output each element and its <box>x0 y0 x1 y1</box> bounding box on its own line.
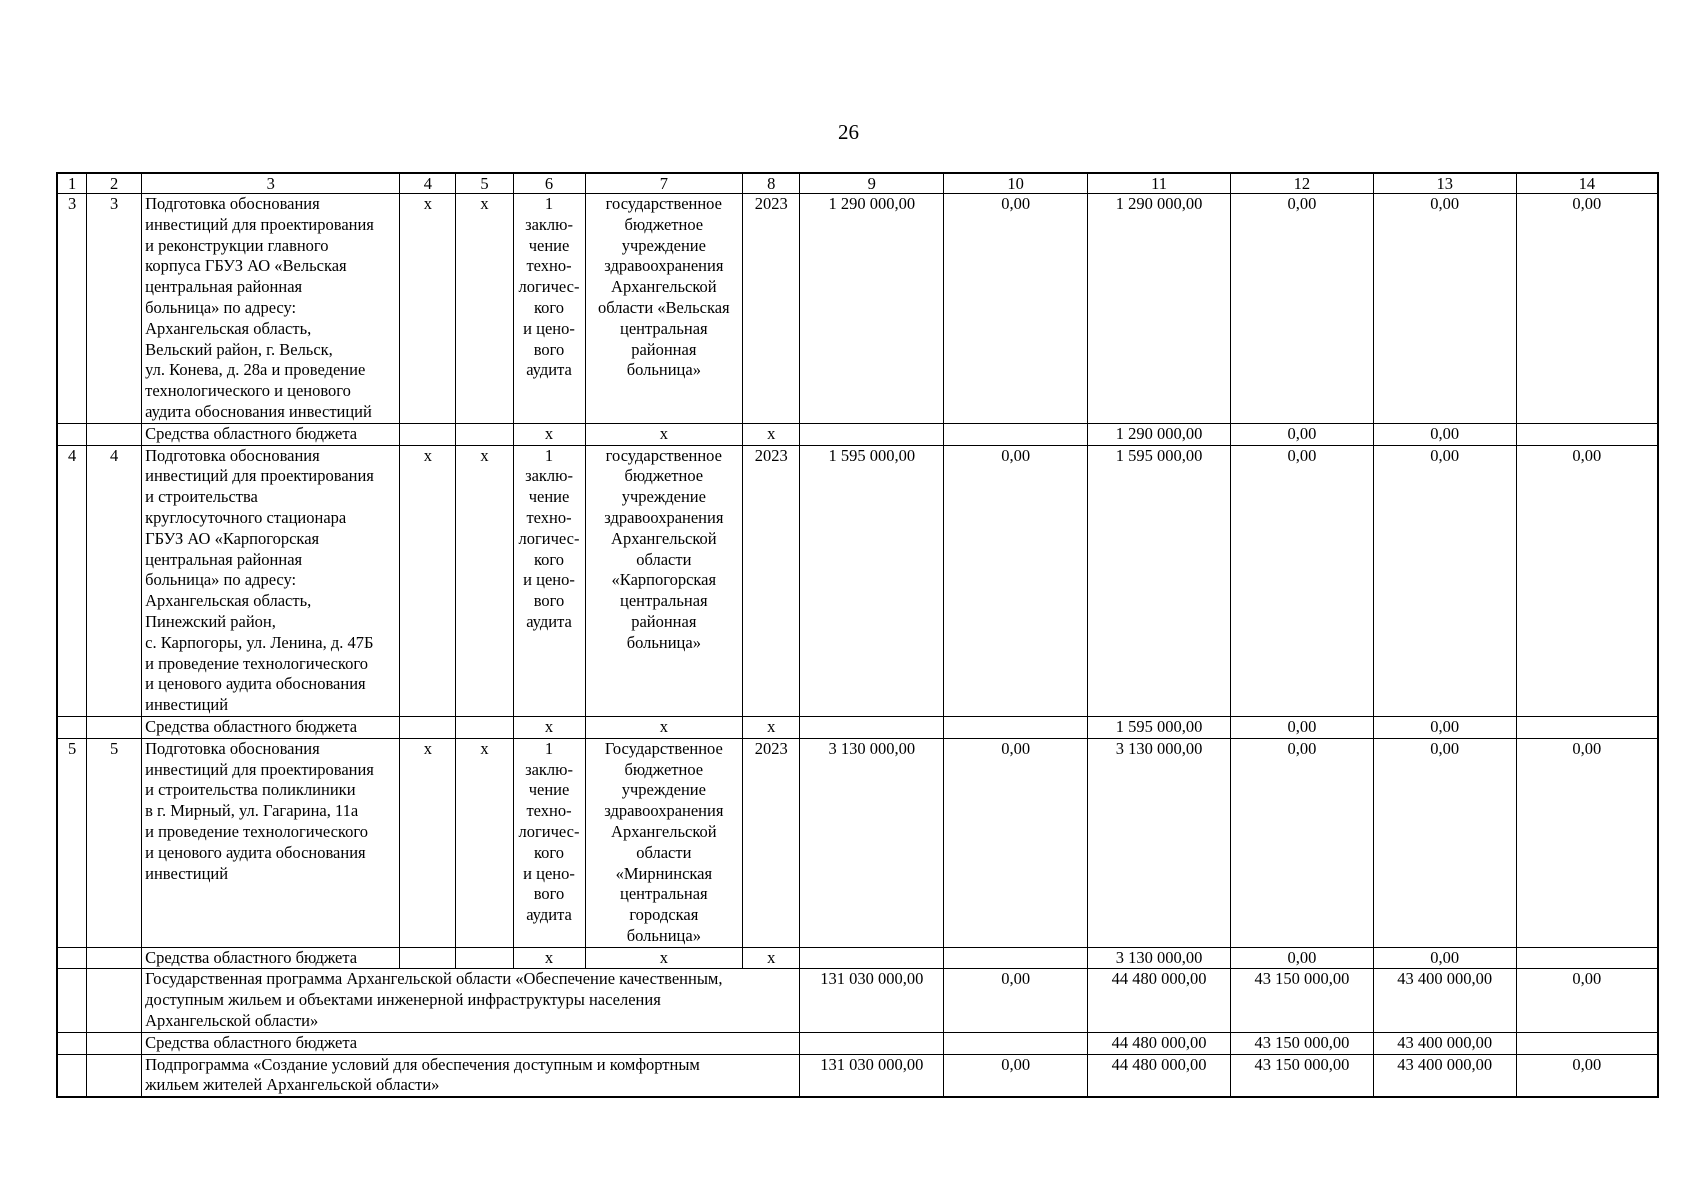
col-header-7: 7 <box>585 173 743 194</box>
empty-cell <box>944 423 1088 445</box>
col-header-2: 2 <box>87 173 142 194</box>
budget-label: Средства областного бюджета <box>142 716 400 738</box>
amount-c12: 0,00 <box>1230 738 1373 947</box>
empty-cell <box>87 1054 142 1097</box>
budget-row <box>57 947 1658 969</box>
cell-line: и строительства <box>145 487 258 507</box>
project-row <box>57 445 1658 716</box>
empty-cell <box>456 423 513 445</box>
cell-line: и проведение технологического <box>145 653 368 673</box>
cell-line: аудита <box>526 905 572 925</box>
cell-line: заклю- <box>525 759 573 779</box>
cell-line: государственное <box>605 445 722 465</box>
amount-c11: 3 130 000,00 <box>1088 738 1231 947</box>
program-amount-c9: 131 030 000,00 <box>800 969 944 1032</box>
cell-line: области «Вельская <box>598 297 730 317</box>
cell-line: и цено- <box>523 863 575 883</box>
budget-col-8: х <box>743 947 800 969</box>
cell-line: области <box>636 549 692 569</box>
row-number: 5 <box>57 738 87 947</box>
row-number: 3 <box>57 194 87 424</box>
cell-col-4: х <box>400 738 456 947</box>
cell-col-5: х <box>456 194 513 424</box>
cell-line: Пинежский район, <box>145 611 276 631</box>
col-header-5: 5 <box>456 173 513 194</box>
amount-c13: 0,00 <box>1373 445 1516 716</box>
subprogram-amount-c12: 43 150 000,00 <box>1230 1054 1373 1097</box>
program-budget-c13: 43 400 000,00 <box>1373 1032 1516 1054</box>
program-amount-c10: 0,00 <box>944 969 1088 1032</box>
empty-cell <box>57 716 87 738</box>
budget-col-8: х <box>743 716 800 738</box>
empty-cell <box>800 423 944 445</box>
amount-c10: 0,00 <box>944 194 1088 424</box>
cell-line: аудита обоснования инвестиций <box>145 401 372 421</box>
cell-line: больница» <box>626 925 701 945</box>
col-header-3: 3 <box>142 173 400 194</box>
cell-line: центральная <box>620 318 708 338</box>
cell-line: вого <box>533 339 565 359</box>
empty-cell <box>87 716 142 738</box>
budget-amount-c11: 3 130 000,00 <box>1088 947 1231 969</box>
empty-cell <box>1516 423 1658 445</box>
cell-line: Архангельской <box>611 821 717 841</box>
year-cell: 2023 <box>743 194 800 424</box>
empty-cell <box>57 969 87 1032</box>
cell-line: Государственное <box>604 738 723 758</box>
budget-amount-c11: 1 290 000,00 <box>1088 423 1231 445</box>
empty-cell <box>57 423 87 445</box>
program-amount-c13: 43 400 000,00 <box>1373 969 1516 1032</box>
cell-line: чение <box>528 235 570 255</box>
cell-line: вого <box>533 884 565 904</box>
col-header-12: 12 <box>1230 173 1373 194</box>
row-number: 4 <box>57 445 87 716</box>
cell-line: центральная <box>620 591 708 611</box>
empty-cell <box>57 1054 87 1097</box>
cell-line: чение <box>528 487 570 507</box>
program-amount-c12: 43 150 000,00 <box>1230 969 1373 1032</box>
amount-c12: 0,00 <box>1230 445 1373 716</box>
cell-line: техно- <box>526 507 572 527</box>
cell-line: здравоохранения <box>604 801 724 821</box>
cell-line: области <box>636 842 692 862</box>
col-header-10: 10 <box>944 173 1088 194</box>
cell-line: центральная <box>620 884 708 904</box>
empty-cell <box>944 1032 1088 1054</box>
customer-cell <box>585 738 743 947</box>
cell-line: и строительства поликлиники <box>145 780 356 800</box>
cell-line: Государственная программа Архангельской области «Обеспечение качественным, <box>145 969 723 989</box>
cell-col-4: х <box>400 445 456 716</box>
program-budget-c12: 43 150 000,00 <box>1230 1032 1373 1054</box>
customer-cell <box>585 194 743 424</box>
empty-cell <box>87 423 142 445</box>
item-number: 3 <box>87 194 142 424</box>
amount-c14: 0,00 <box>1516 738 1658 947</box>
cell-line: круглосуточного стационара <box>145 507 347 527</box>
year-cell: 2023 <box>743 738 800 947</box>
empty-cell <box>800 716 944 738</box>
table-body <box>57 173 1658 1097</box>
cell-line: 1 <box>544 738 554 758</box>
budget-col-7: х <box>585 716 743 738</box>
cell-line: учреждение <box>621 780 706 800</box>
budget-col-6: х <box>513 716 585 738</box>
cell-line: инвестиций <box>145 863 229 883</box>
cell-line: центральная районная <box>145 277 303 297</box>
cell-line: больница» <box>626 632 701 652</box>
cell-line: жильем жителей Архангельской области» <box>145 1075 440 1095</box>
cell-line: с. Карпогоры, ул. Ленина, д. 47Б <box>145 632 374 652</box>
cell-line: центральная районная <box>145 549 303 569</box>
cell-line: районная <box>631 611 697 631</box>
cell-line: «Карпогорская <box>611 570 717 590</box>
empty-cell <box>1516 947 1658 969</box>
cell-line: и ценового аудита обоснования <box>145 674 366 694</box>
budget-col-7: х <box>585 423 743 445</box>
budget-label: Средства областного бюджета <box>142 423 400 445</box>
program-title <box>142 969 800 1032</box>
empty-cell <box>944 947 1088 969</box>
budget-table <box>56 172 1659 1098</box>
cell-col-4: х <box>400 194 456 424</box>
cell-line: Архангельской <box>611 528 717 548</box>
amount-c9: 1 290 000,00 <box>800 194 944 424</box>
cell-line: инвестиций для проектирования <box>145 214 374 234</box>
result-cell <box>513 738 585 947</box>
program-row <box>57 969 1658 1032</box>
subprogram-amount-c10: 0,00 <box>944 1054 1088 1097</box>
page-number: 26 <box>838 120 859 144</box>
subprogram-amount-c11: 44 480 000,00 <box>1088 1054 1231 1097</box>
cell-line: здравоохранения <box>604 507 724 527</box>
cell-line: корпуса ГБУЗ АО «Вельская <box>145 256 347 276</box>
cell-line: вого <box>533 591 565 611</box>
cell-line: инвестиций для проектирования <box>145 759 374 779</box>
cell-line: в г. Мирный, ул. Гагарина, 11а <box>145 801 359 821</box>
budget-amount-c11: 1 595 000,00 <box>1088 716 1231 738</box>
empty-cell <box>87 969 142 1032</box>
empty-cell <box>400 423 456 445</box>
project-row <box>57 738 1658 947</box>
cell-line: бюджетное <box>624 214 704 234</box>
budget-label: Средства областного бюджета <box>142 947 400 969</box>
amount-c9: 1 595 000,00 <box>800 445 944 716</box>
result-cell <box>513 445 585 716</box>
cell-line: Подготовка обоснования <box>145 738 320 758</box>
empty-cell <box>57 1032 87 1054</box>
cell-line: техно- <box>526 801 572 821</box>
cell-line: инвестиций <box>145 695 229 715</box>
cell-line: больница» <box>626 360 701 380</box>
cell-line: районная <box>631 339 697 359</box>
amount-c11: 1 595 000,00 <box>1088 445 1231 716</box>
budget-amount-c13: 0,00 <box>1373 716 1516 738</box>
budget-col-6: х <box>513 947 585 969</box>
budget-row <box>57 716 1658 738</box>
cell-line: бюджетное <box>624 466 704 486</box>
year-cell: 2023 <box>743 445 800 716</box>
cell-line: Вельский район, г. Вельск, <box>145 339 333 359</box>
cell-line: заклю- <box>525 466 573 486</box>
program-amount-c14: 0,00 <box>1516 969 1658 1032</box>
cell-line: 1 <box>544 194 554 213</box>
empty-cell <box>87 947 142 969</box>
cell-col-5: х <box>456 738 513 947</box>
amount-c10: 0,00 <box>944 738 1088 947</box>
empty-cell <box>944 716 1088 738</box>
amount-c13: 0,00 <box>1373 738 1516 947</box>
col-header-13: 13 <box>1373 173 1516 194</box>
cell-line: заклю- <box>525 214 573 234</box>
budget-col-8: х <box>743 423 800 445</box>
cell-line: доступным жильем и объектами инженерной инфраструктуры населения <box>145 990 661 1010</box>
project-description <box>142 738 400 947</box>
subprogram-amount-c13: 43 400 000,00 <box>1373 1054 1516 1097</box>
item-number: 4 <box>87 445 142 716</box>
empty-cell <box>87 1032 142 1054</box>
cell-line: Подпрограмма «Создание условий для обеспечения доступным и комфортным <box>145 1054 700 1074</box>
cell-line: государственное <box>605 194 722 213</box>
cell-line: «Мирнинская <box>615 863 713 883</box>
empty-cell <box>400 716 456 738</box>
cell-line: технологического и ценового <box>145 381 351 401</box>
cell-line: Архангельской <box>611 277 717 297</box>
cell-line: больница» по адресу: <box>145 570 297 590</box>
cell-line: Архангельская область, <box>145 591 312 611</box>
col-header-1: 1 <box>57 173 87 194</box>
cell-line: техно- <box>526 256 572 276</box>
subprogram-amount-c14: 0,00 <box>1516 1054 1658 1097</box>
cell-line: чение <box>528 780 570 800</box>
empty-cell <box>400 947 456 969</box>
budget-amount-c12: 0,00 <box>1230 947 1373 969</box>
cell-line: логичес- <box>518 821 580 841</box>
cell-line: и ценового аудита обоснования <box>145 842 366 862</box>
program-budget-row <box>57 1032 1658 1054</box>
customer-cell <box>585 445 743 716</box>
cell-line: кого <box>534 549 565 569</box>
budget-col-6: х <box>513 423 585 445</box>
empty-cell <box>456 947 513 969</box>
cell-line: логичес- <box>518 277 580 297</box>
col-header-14: 14 <box>1516 173 1658 194</box>
amount-c12: 0,00 <box>1230 194 1373 424</box>
cell-line: Архангельской области» <box>145 1011 319 1031</box>
amount-c9: 3 130 000,00 <box>800 738 944 947</box>
cell-line: учреждение <box>621 487 706 507</box>
cell-line: кого <box>534 297 565 317</box>
program-amount-c11: 44 480 000,00 <box>1088 969 1231 1032</box>
project-row <box>57 194 1658 424</box>
cell-line: ГБУЗ АО «Карпогорская <box>145 528 320 548</box>
amount-c14: 0,00 <box>1516 445 1658 716</box>
col-header-9: 9 <box>800 173 944 194</box>
cell-line: ул. Конева, д. 28а и проведение <box>145 360 366 380</box>
project-description <box>142 194 400 424</box>
amount-c11: 1 290 000,00 <box>1088 194 1231 424</box>
cell-col-5: х <box>456 445 513 716</box>
cell-line: бюджетное <box>624 759 704 779</box>
cell-line: кого <box>534 842 565 862</box>
budget-amount-c13: 0,00 <box>1373 423 1516 445</box>
cell-line: и цено- <box>523 570 575 590</box>
cell-line: 1 <box>544 445 554 465</box>
cell-line: логичес- <box>518 528 580 548</box>
col-header-11: 11 <box>1088 173 1231 194</box>
program-budget-c11: 44 480 000,00 <box>1088 1032 1231 1054</box>
budget-amount-c13: 0,00 <box>1373 947 1516 969</box>
subprogram-amount-c9: 131 030 000,00 <box>800 1054 944 1097</box>
amount-c10: 0,00 <box>944 445 1088 716</box>
amount-c13: 0,00 <box>1373 194 1516 424</box>
cell-line: городская <box>629 905 699 925</box>
cell-line: и реконструкции главного <box>145 235 329 255</box>
cell-line: инвестиций для проектирования <box>145 466 374 486</box>
subprogram-row <box>57 1054 1658 1097</box>
amount-c14: 0,00 <box>1516 194 1658 424</box>
cell-line: Архангельская область, <box>145 318 312 338</box>
cell-line: Подготовка обоснования <box>145 194 320 213</box>
empty-cell <box>57 947 87 969</box>
item-number: 5 <box>87 738 142 947</box>
cell-line: аудита <box>526 611 572 631</box>
budget-col-7: х <box>585 947 743 969</box>
empty-cell <box>800 947 944 969</box>
cell-line: здравоохранения <box>604 256 724 276</box>
col-header-8: 8 <box>743 173 800 194</box>
empty-cell <box>800 1032 944 1054</box>
cell-line: и проведение технологического <box>145 821 368 841</box>
budget-row <box>57 423 1658 445</box>
col-header-4: 4 <box>400 173 456 194</box>
budget-amount-c12: 0,00 <box>1230 716 1373 738</box>
empty-cell <box>456 716 513 738</box>
col-header-6: 6 <box>513 173 585 194</box>
empty-cell <box>1516 1032 1658 1054</box>
cell-line: учреждение <box>621 235 706 255</box>
budget-amount-c12: 0,00 <box>1230 423 1373 445</box>
subprogram-title <box>142 1054 800 1097</box>
cell-line: аудита <box>526 360 572 380</box>
program-budget-label: Средства областного бюджета <box>142 1032 800 1054</box>
project-description <box>142 445 400 716</box>
column-numbers-row <box>57 173 1658 194</box>
cell-line: и цено- <box>523 318 575 338</box>
cell-line: больница» по адресу: <box>145 297 297 317</box>
empty-cell <box>1516 716 1658 738</box>
cell-line: Подготовка обоснования <box>145 445 320 465</box>
result-cell <box>513 194 585 424</box>
